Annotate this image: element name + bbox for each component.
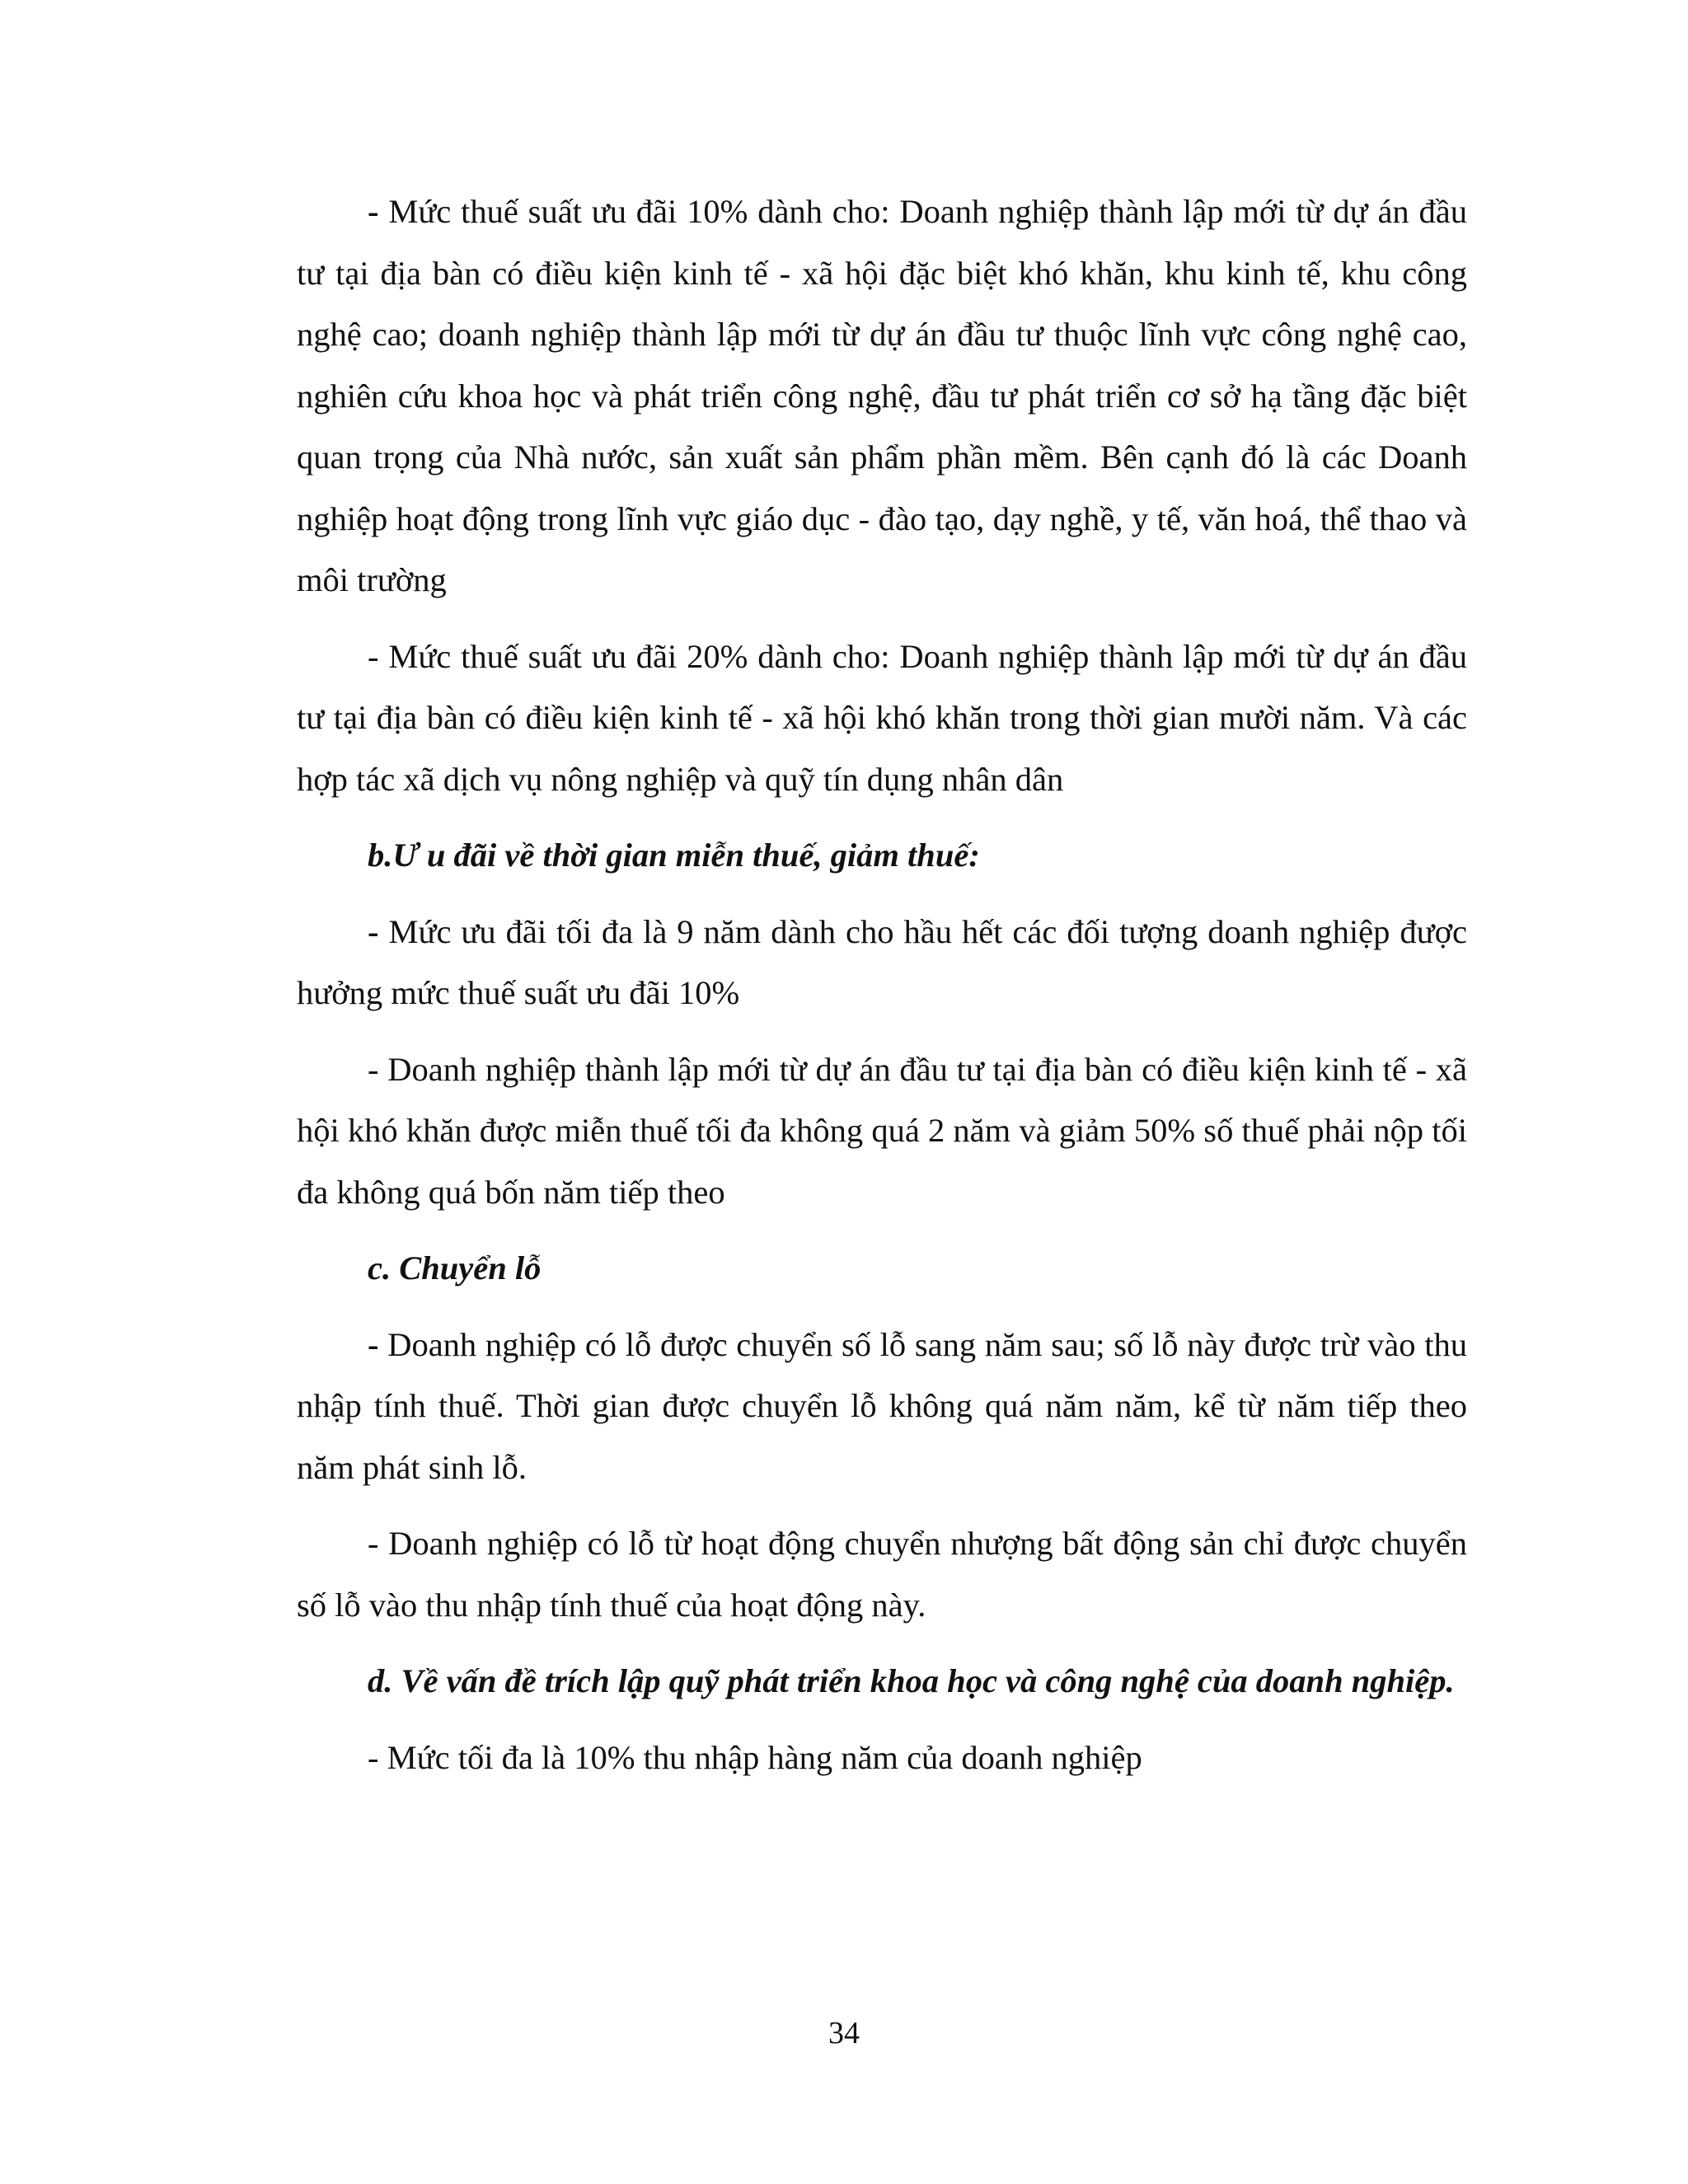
paragraph-tax-rate-10 (297, 181, 1467, 612)
paragraph-text: Mức thuế suất ưu đãi 10% dành cho: Doanh nghiệp thành lập mới từ dự án đầu tư tại địa bàn có điều kiện kinh tế - xã hội đặc biệt khó khăn, khu kinh tế, khu công nghệ cao; doanh nghiệp thành lập mới từ dự án đầu tư thuộc lĩnh vực công nghệ cao, nghiên cứu khoa học và phát triển công nghệ, đầu tư phát triển cơ sở hạ tầng đặc biệt quan trọng của Nhà nước, sản xuất sản phẩm phần mềm. Bên cạnh đó là các Doanh nghiệp hoạt động trong lĩnh vực giáo dục - đào tạo, dạy nghề, y tế, văn hoá, thể thao và môi trường (297, 193, 1467, 598)
list-dash: - (368, 1525, 379, 1562)
list-dash: - (368, 193, 379, 230)
list-dash: - (368, 637, 379, 675)
paragraph-text: Mức ưu đãi tối đa là 9 năm dành cho hầu hết các đối tượng doanh nghiệp được hưởng mức thuế suất ưu đãi 10% (297, 912, 1467, 1011)
section-heading-b: b.Ư u đãi về thời gian miễn thuế, giảm thuế: (368, 837, 980, 874)
paragraph-real-estate-loss (297, 1513, 1467, 1636)
paragraph-text: Doanh nghiệp thành lập mới từ dự án đầu tư tại địa bàn có điều kiện kinh tế - xã hội khó khăn được miễn thuế tối đa không quá 2 năm và giảm 50% số thuế phải nộp tối đa không quá bốn năm tiếp theo (297, 1050, 1467, 1211)
paragraph-loss-carryforward (297, 1315, 1467, 1499)
section-heading-d: d. Về vấn đề trích lập quỹ phát triển khoa học và công nghệ của doanh nghiệp. (368, 1662, 1455, 1699)
paragraph-fund-limit (297, 1727, 1467, 1789)
page-number: 34 (828, 2016, 860, 2050)
list-dash: - (368, 1738, 379, 1776)
section-heading-c: c. Chuyển lỗ (368, 1249, 542, 1286)
paragraph-tax-rate-20 (297, 626, 1467, 811)
list-dash: - (368, 912, 379, 950)
paragraph-text: Doanh nghiệp có lỗ được chuyển số lỗ sang năm sau; số lỗ này được trừ vào thu nhập tính thuế. Thời gian được chuyển lỗ không quá năm năm, kể từ năm tiếp theo năm phát sinh lỗ. (297, 1325, 1467, 1486)
body-text (297, 181, 1467, 1803)
list-dash: - (368, 1325, 379, 1363)
paragraph-tax-exemption (297, 1039, 1467, 1224)
paragraph-max-incentive (297, 902, 1467, 1024)
paragraph-text: Mức tối đa là 10% thu nhập hàng năm của doanh nghiệp (378, 1738, 1142, 1776)
paragraph-text: Mức thuế suất ưu đãi 20% dành cho: Doanh nghiệp thành lập mới từ dự án đầu tư tại địa bàn có điều kiện kinh tế - xã hội khó khăn trong thời gian mười năm. Và các hợp tác xã dịch vụ nông nghiệp và quỹ tín dụng nhân dân (297, 637, 1467, 798)
paragraph-text: Doanh nghiệp có lỗ từ hoạt động chuyển nhượng bất động sản chỉ được chuyển số lỗ vào thu nhập tính thuế của hoạt động này. (297, 1525, 1467, 1624)
list-dash: - (368, 1050, 379, 1088)
